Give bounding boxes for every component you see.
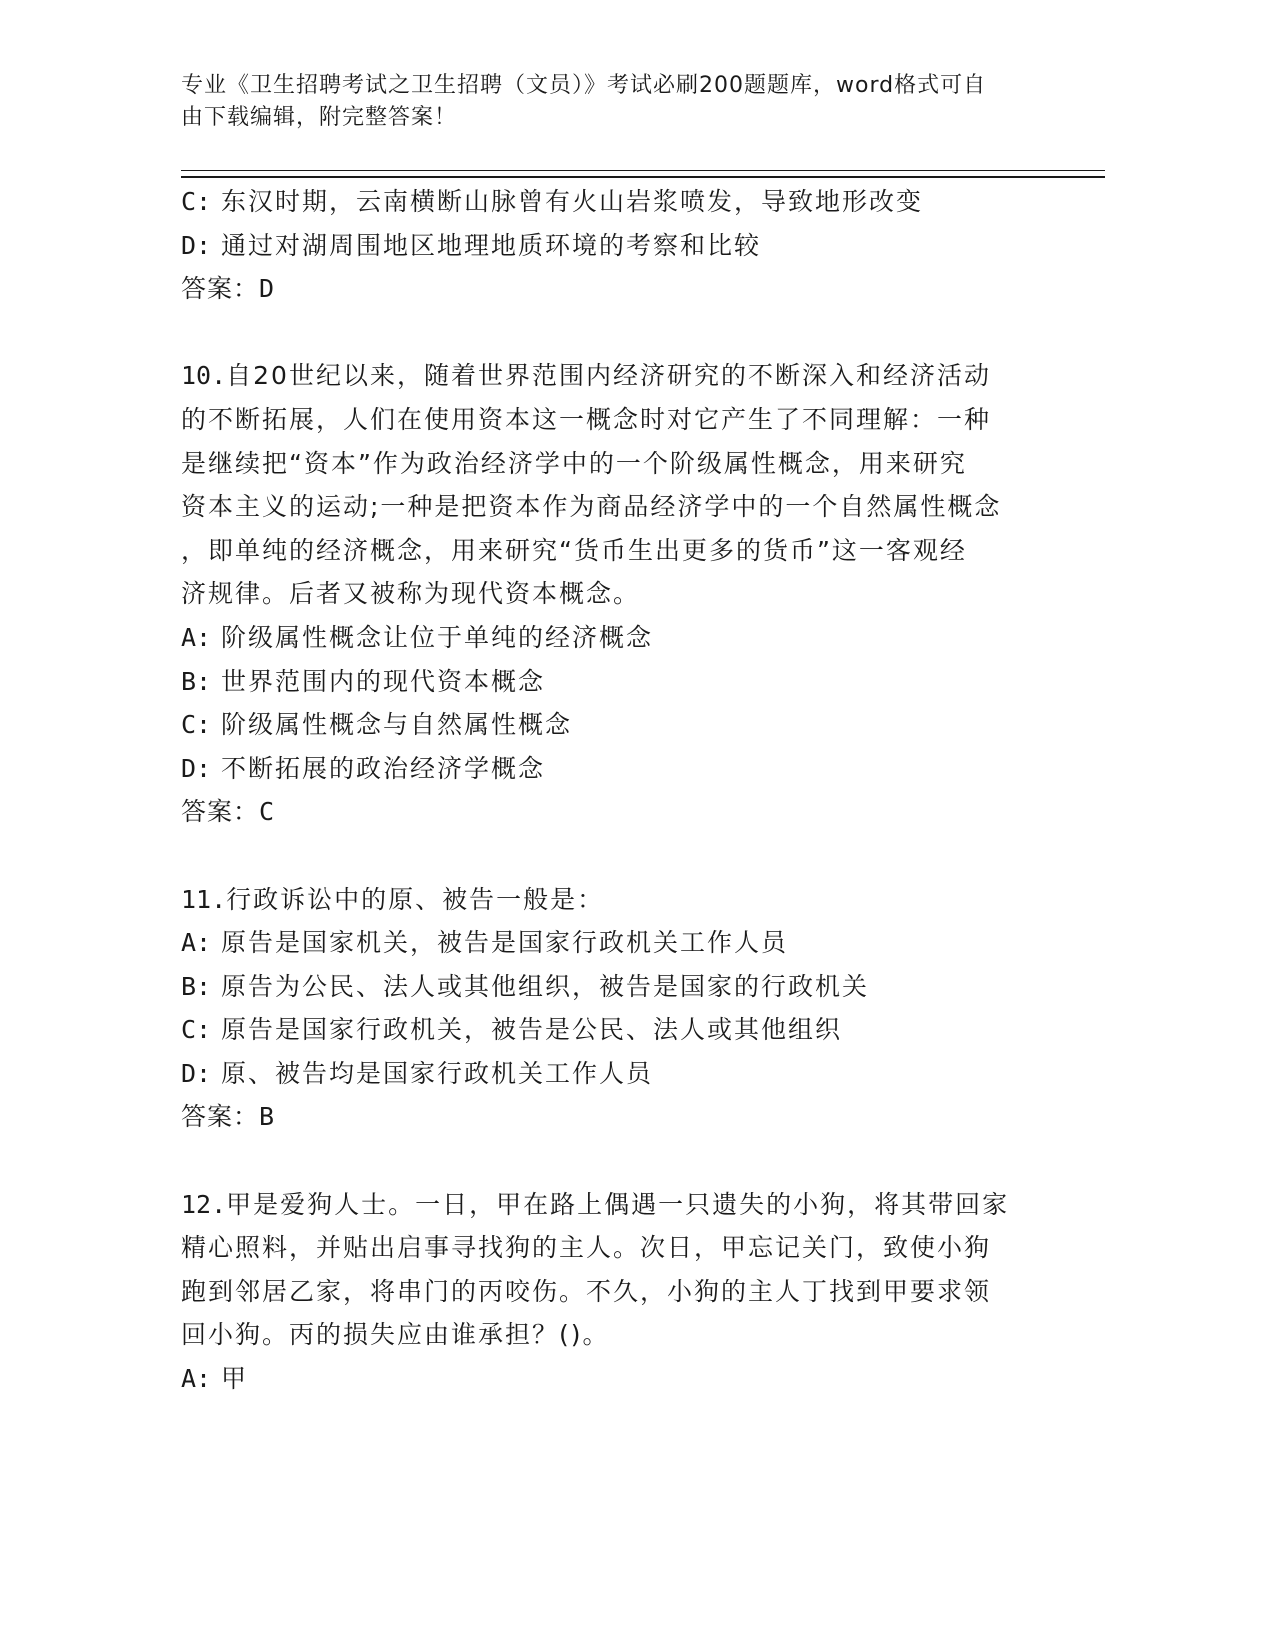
option-a: A: 阶级属性概念让位于单纯的经济概念 [181,622,654,652]
question-12 [181,1183,1061,1401]
question-stem-line: 回小狗。丙的损失应由谁承担？()。 [181,1320,610,1350]
option-b: B: 世界范围内的现代资本概念 [181,666,546,696]
question-stem-line: 资本主义的运动;一种是把资本作为商品经济学中的一个自然属性概念 [181,492,1002,522]
question-stem-line: 的不断拓展，人们在使用资本这一概念时对它产生了不同理解：一种 [181,404,992,434]
question-stem-line: 跑到邻居乙家，将串门的丙咬伤。不久，小狗的主人丁找到甲要求领 [181,1276,992,1306]
option-d: D: 通过对湖周围地区地理地质环境的考察和比较 [181,230,762,260]
question-11 [181,878,1061,1140]
question-stem-line: 10.自20世纪以来，随着世界范围内经济研究的不断深入和经济活动 [181,361,991,391]
question-stem-line: 是继续把“资本”作为政治经济学中的一个阶级属性概念，用来研究 [181,448,967,478]
prev-question [181,180,1061,311]
question-stem-line: 12.甲是爱狗人士。一日，甲在路上偶遇一只遗失的小狗，将其带回家 [181,1189,1010,1219]
question-stem-line: 11.行政诉讼中的原、被告一般是： [181,884,605,914]
answer-line: 答案：D [181,274,276,304]
question-stem-line: 精心照料，并贴出启事寻找狗的主人。次日，甲忘记关门，致使小狗 [181,1233,992,1263]
answer-line: 答案：B [181,1102,276,1132]
option-c: C: 原告是国家行政机关，被告是公民、法人或其他组织 [181,1015,843,1045]
option-b: B: 原告为公民、法人或其他组织，被告是国家的行政机关 [181,971,870,1001]
option-a: A: 甲 [181,1364,249,1394]
question-10 [181,354,1061,834]
header-line-1: 专业《卫生招聘考试之卫生招聘（文员）》考试必刷200题题库，word格式可自 [181,73,987,98]
question-stem-line: 济规律。后者又被称为现代资本概念。 [181,579,641,609]
header-double-rule [181,170,1105,178]
option-d: D: 原、被告均是国家行政机关工作人员 [181,1058,654,1088]
option-c: C: 东汉时期，云南横断山脉曾有火山岩浆喷发，导致地形改变 [181,187,924,216]
header-line-2: 由下载编辑，附完整答案！ [181,105,458,130]
answer-line: 答案：C [181,797,276,827]
option-c: C: 阶级属性概念与自然属性概念 [181,710,573,740]
question-stem-line: ，即单纯的经济概念，用来研究“货币生出更多的货币”这一客观经 [181,535,967,565]
option-a: A: 原告是国家机关，被告是国家行政机关工作人员 [181,928,789,958]
document-body [181,180,1061,1401]
document-header [181,70,1041,134]
option-d: D: 不断拓展的政治经济学概念 [181,753,546,783]
